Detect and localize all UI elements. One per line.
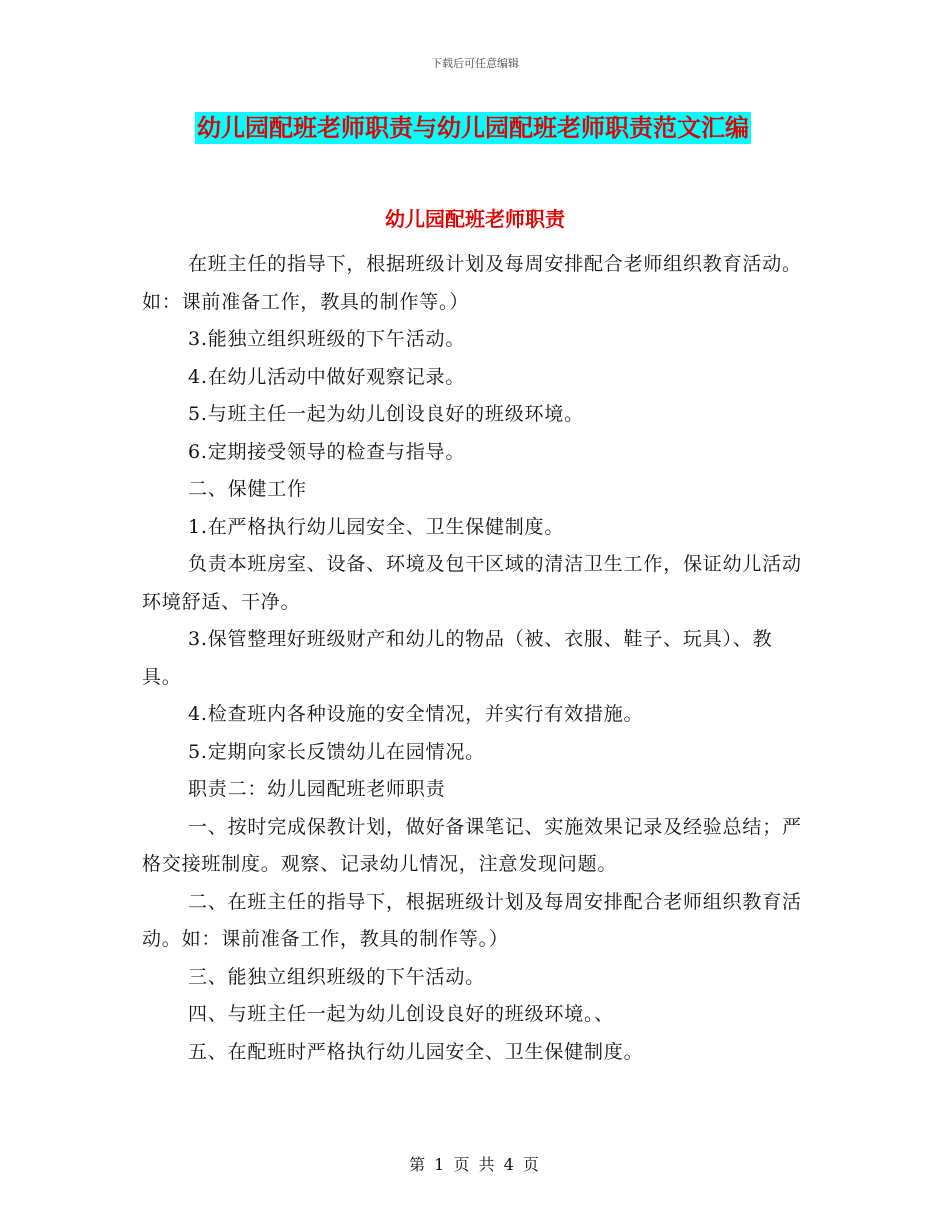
paragraph: 6.定期接受领导的检查与指导。 [188, 440, 466, 463]
paragraph: 在班主任的指导下，根据班级计划及每周安排配合老师组织教育活动。如：课前准备工作，教具的制作等。） [142, 253, 802, 313]
header-note: 下载后可任意编辑 [431, 57, 519, 70]
paragraph: 四、与班主任一起为幼儿创设良好的班级环境。、 [188, 1003, 615, 1025]
document-body [142, 246, 810, 1071]
paragraph: 5.定期向家长反馈幼儿在园情况。 [188, 740, 485, 763]
paragraph: 3.能独立组织班级的下午活动。 [188, 328, 466, 350]
section-title: 幼儿园配班老师职责 [385, 207, 565, 231]
paragraph: 4.检查班内各种设施的安全情况，并实行有效措施。 [188, 703, 644, 725]
paragraph: 二、在班主任的指导下，根据班级计划及每周安排配合老师组织教育活动。如：课前准备工作，教具的制作等。） [142, 890, 802, 950]
paragraph: 职责二：幼儿园配班老师职责 [188, 778, 446, 800]
paragraph: 一、按时完成保教计划，做好备课笔记、实施效果记录及经验总结；严格交接班制度。观察、记录幼儿情况，注意发现问题。 [142, 815, 802, 875]
paragraph: 五、在配班时严格执行幼儿园安全、卫生保健制度。 [188, 1040, 644, 1063]
paragraph: 二、保健工作 [188, 478, 307, 500]
page-footer: 第 1 页 共 4 页 [409, 1155, 541, 1174]
document-title: 幼儿园配班老师职责与幼儿园配班老师职责范文汇编 [197, 114, 749, 142]
paragraph: 三、能独立组织班级的下午活动。 [188, 965, 486, 988]
paragraph: 1.在严格执行幼儿园安全、卫生保健制度。 [188, 515, 565, 538]
paragraph: 负责本班房室、设备、环境及包干区域的清洁卫生工作，保证幼儿活动环境舒适、干净。 [142, 553, 802, 613]
paragraph: 4.在幼儿活动中做好观察记录。 [188, 365, 466, 388]
paragraph: 3.保管整理好班级财产和幼儿的物品（被、衣服、鞋子、玩具）、教具。 [142, 628, 773, 688]
paragraph: 5.与班主任一起为幼儿创设良好的班级环境。 [188, 403, 584, 425]
